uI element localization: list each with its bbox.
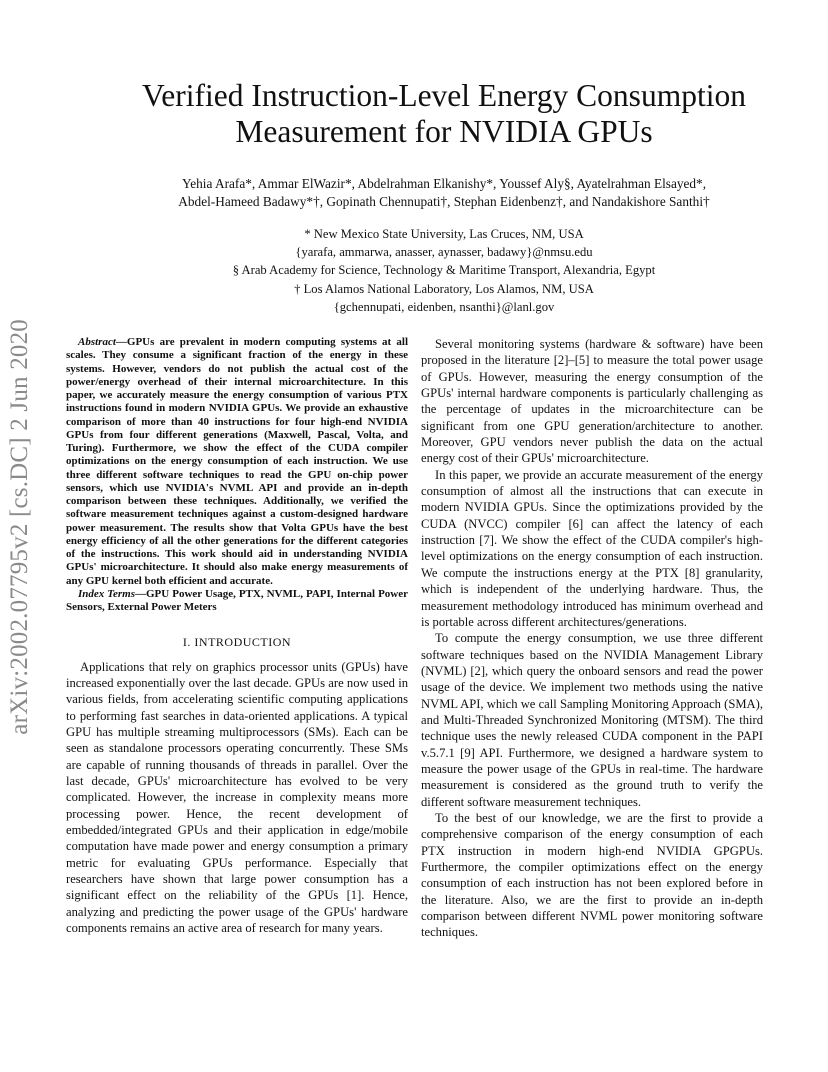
paragraph-2: Several monitoring systems (hardware & software) have been proposed in the literature [2]–[5] to measure the total power usage of GPUs. However, measuring the energy consumption of the GPUs' internal hardware components is particularly challenging as the percentage of updates in the microarchitecture can be significant from one GPU generation/architecture to another. Moreover, GPU vendors never publish the data on the actual energy cost of their GPUs' microarchitecture. <box>421 337 763 466</box>
paragraph-1: Applications that rely on graphics processor units (GPUs) have increased exponentially over the last decade. GPUs are now used in various fields, from accelerating scientific computing applications to performing fast searches in data-oriented applications. A typical GPU has multiple streaming multiprocessors (SMs). Each can be seen as standalone processors operating concurrently. These SMs are capable of running thousands of threads in parallel. Over the last decade, GPUs' microarchitecture has evolved to be very complicated. However, the increase in complexity means more processing power. Hence, the recent development of embedded/integrated GPUs and their application in edge/mobile computation have made power and energy consumption a primary metric for evaluating GPUs performance. Especially that researchers have shown that large power consumption has a significant effect on the reliability of the GPUs [1]. Hence, analyzing and predicting the power usage of the GPUs' hardware components remains an active area of research for many years. <box>66 659 408 936</box>
paragraph-3: In this paper, we provide an accurate measurement of the energy consumption of almost all the instructions that can execute in modern NVIDIA GPUs. Since the optimizations provided by the CUDA (NVCC) compiler [6] can affect the latency of each instruction [7]. We show the effect of the CUDA compiler's high-level optimizations on the energy consumption of each instruction. We compute the instructions energy at the PTX [8] granularity, which is independent of the underlying hardware. Thus, the measurement methodology introduced has minimum overhead and is portable across different architectures/generations. <box>421 467 763 629</box>
section-heading-introduction: I. INTRODUCTION <box>182 635 292 650</box>
author-list <box>60 175 828 211</box>
abstract-label: Abstract <box>78 336 116 348</box>
paragraph-4: To compute the energy consumption, we use three different software techniques based on the NVIDIA Management Library (NVML) [2], which query the onboard sensors and read the power usage of the device. We implement two methods using the native NVML API, which we call Sampling Monitoring Approach (SMA), and Multi-Threaded Synchronized Monitoring (MTSM). The third technique uses the newly released CUDA component in the PAPI v.5.7.1 [9] API. Furthermore, we designed a hardware system to measure the power usage of the GPUs in real-time. The hardware measurement is considered as the ground truth to verify the different software measurement techniques. <box>421 631 763 809</box>
paper-title <box>60 78 828 150</box>
index-terms-text: —GPU Power Usage, PTX, NVML, PAPI, Internal Power Sensors, External Power Meters <box>66 587 408 613</box>
authors-line-1: Yehia Arafa*, Ammar ElWazir*, Abdelrahman Elkanishy*, Youssef Aly§, Ayatelrahman Elsayed*, <box>181 176 707 191</box>
affiliations <box>60 225 828 316</box>
title-line-2: Measurement for NVIDIA GPUs <box>235 114 653 149</box>
paragraph-5: To the best of our knowledge, we are the first to provide a comprehensive comparison of the energy consumption of each PTX instruction in modern high-end NVIDIA GPGPUs. Furthermore, the compiler optimizations effect on the energy consumption of each instruction has not been explored before in the literature. Also, we are the first to provide an in-depth comparison between different NVML power monitoring software techniques. <box>421 810 763 940</box>
affiliation-line-3: § Arab Academy for Science, Technology & Maritime Transport, Alexandria, Egypt <box>232 263 656 278</box>
abstract-text: —GPUs are prevalent in modern computing systems at all scales. They consume a significant fraction of the energy in these systems. However, vendors do not publish the actual cost of the power/energy overhead of their internal microarchitecture. In this paper, we accurately measure the energy consumption of various PTX instructions found in modern NVIDIA GPUs. We provide an exhaustive comparison of more than 40 instructions for four high-end NVIDIA GPUs from four different generations (Maxwell, Pascal, Volta, and Turing). Furthermore, we show the effect of the CUDA compiler optimizations on the energy consumption of each instruction. We use three different software techniques to read the GPU on-chip power sensors, which use NVIDIA's NVML API and provide an in-depth comparison between these techniques. Additionally, we verified the software measurement techniques against a custom-designed hardware power measurement. The results show that Volta GPUs have the best energy efficiency of all the other generations for the different categories of the instructions. This work should aid in understanding NVIDIA GPUs' microarchitecture. It should also make energy measurements of any GPU kernel both efficient and accurate. <box>66 336 408 587</box>
authors-line-2: Abdel-Hameed Badawy*†, Gopinath Chennupati†, Stephan Eidenbenz†, and Nandakishore Santhi† <box>178 194 710 209</box>
affiliation-line-5: {gchennupati, eidenben, nsanthi}@lanl.gov <box>333 299 555 314</box>
arxiv-identifier <box>2 292 38 762</box>
affiliation-line-2: {yarafa, ammarwa, anasser, aynasser, badawy}@nmsu.edu <box>295 245 593 260</box>
affiliation-line-4: † Los Alamos National Laboratory, Los Alamos, NM, USA <box>294 281 594 296</box>
index-terms <box>66 588 408 615</box>
left-column <box>66 336 408 936</box>
arxiv-id-text: arXiv:2002.07795v2 [cs.DC] 2 Jun 2020 <box>6 319 33 735</box>
abstract <box>66 336 408 588</box>
right-column <box>421 336 763 941</box>
affiliation-line-1: * New Mexico State University, Las Cruces, NM, USA <box>304 227 584 241</box>
index-terms-label: Index Terms <box>78 587 135 600</box>
title-line-1: Verified Instruction-Level Energy Consumption <box>142 78 746 113</box>
